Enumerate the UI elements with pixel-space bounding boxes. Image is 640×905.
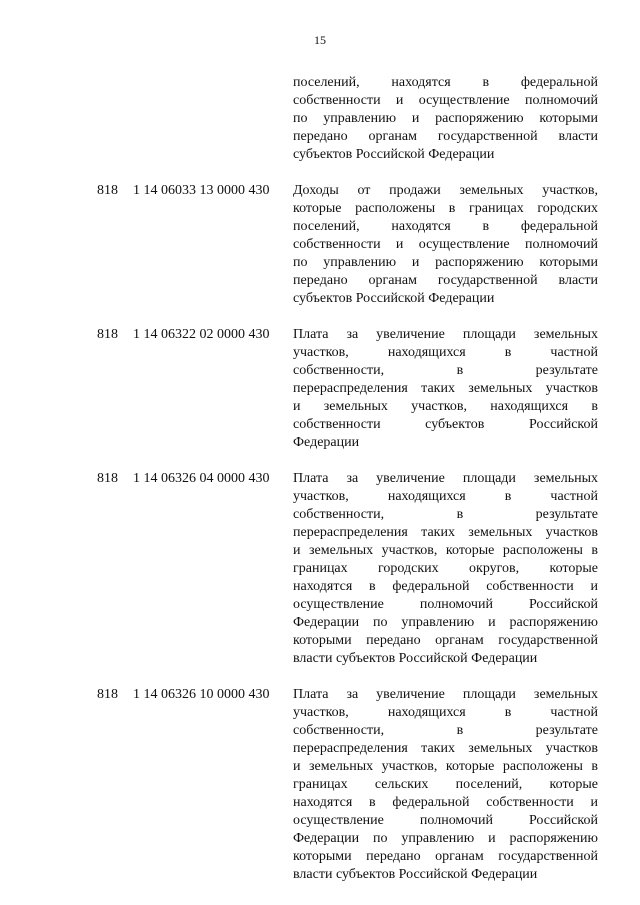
administrator-code: 818 [97,471,118,486]
description-line: собственности и осуществление полномочий [293,93,598,108]
description-line: Плата за увеличение площади земельных [293,327,598,342]
description-line: поселений, находятся в федеральной [293,219,598,234]
description-line: Плата за увеличение площади земельных [293,471,598,486]
description-line: и земельных участков, которые расположены в [293,759,598,774]
description-line: собственности, в результате [293,363,598,378]
revenue-description [293,74,598,164]
description-line: собственности субъектов Российской [293,417,598,432]
description-line: власти субъектов Российской Федерации [293,651,538,666]
description-line: Федерации [293,435,360,450]
description-line: собственности, в результате [293,507,598,522]
budget-classification-code: 1 14 06326 04 0000 430 [133,471,270,486]
table-row [93,74,603,164]
description-line: передано органам государственной власти [293,273,598,288]
administrator-code: 818 [97,327,118,342]
description-line: участков, находящихся в частной [293,489,598,504]
description-line: осуществление полномочий Российской [293,813,598,828]
description-line: которые расположены в границах городских [293,201,598,216]
description-line: участков, находящихся в частной [293,705,598,720]
description-line: перераспределения таких земельных участков [293,741,598,756]
budget-classification-code: 1 14 06326 10 0000 430 [133,687,270,702]
description-line: власти субъектов Российской Федерации [293,867,538,882]
document-table [93,74,603,902]
revenue-description [293,182,598,308]
description-line: собственности, в результате [293,723,598,738]
description-line: передано органам государственной власти [293,129,598,144]
description-line: и земельных участков, которые расположены в [293,543,598,558]
table-row [93,182,603,308]
description-line: перераспределения таких земельных участков [293,381,598,396]
budget-classification-code: 1 14 06322 02 0000 430 [133,327,270,342]
description-line: по управлению и распоряжению которыми [293,255,598,270]
budget-classification-code: 1 14 06033 13 0000 430 [133,183,270,198]
description-line: границах сельских поселений, которые [293,777,598,792]
page-number: 15 [314,33,326,47]
description-line: по управлению и распоряжению которыми [293,111,598,126]
description-line: и земельных участков, находящихся в [293,399,598,414]
administrator-code: 818 [97,687,118,702]
description-line: которыми передано органам государственной [293,633,598,648]
revenue-description [293,686,598,884]
revenue-description [293,326,598,452]
description-line: Плата за увеличение площади земельных [293,687,598,702]
table-row [93,470,603,668]
description-line: находятся в федеральной собственности и [293,795,598,810]
description-line: участков, находящихся в частной [293,345,598,360]
description-line: поселений, находятся в федеральной [293,75,598,90]
description-line: находятся в федеральной собственности и [293,579,598,594]
description-line: которыми передано органам государственной [293,849,598,864]
description-line: границах городских округов, которые [293,561,598,576]
table-row [93,686,603,884]
description-line: Федерации по управлению и распоряжению [293,831,598,846]
budget-classification-code [133,74,293,164]
table-row [93,326,603,452]
administrator-code [93,74,133,164]
description-line: субъектов Российской Федерации [293,291,495,306]
description-line: осуществление полномочий Российской [293,597,598,612]
administrator-code: 818 [97,183,118,198]
description-line: перераспределения таких земельных участков [293,525,598,540]
description-line: субъектов Российской Федерации [293,147,495,162]
description-line: собственности и осуществление полномочий [293,237,598,252]
description-line: Доходы от продажи земельных участков, [293,183,598,198]
description-line: Федерации по управлению и распоряжению [293,615,598,630]
revenue-description [293,470,598,668]
